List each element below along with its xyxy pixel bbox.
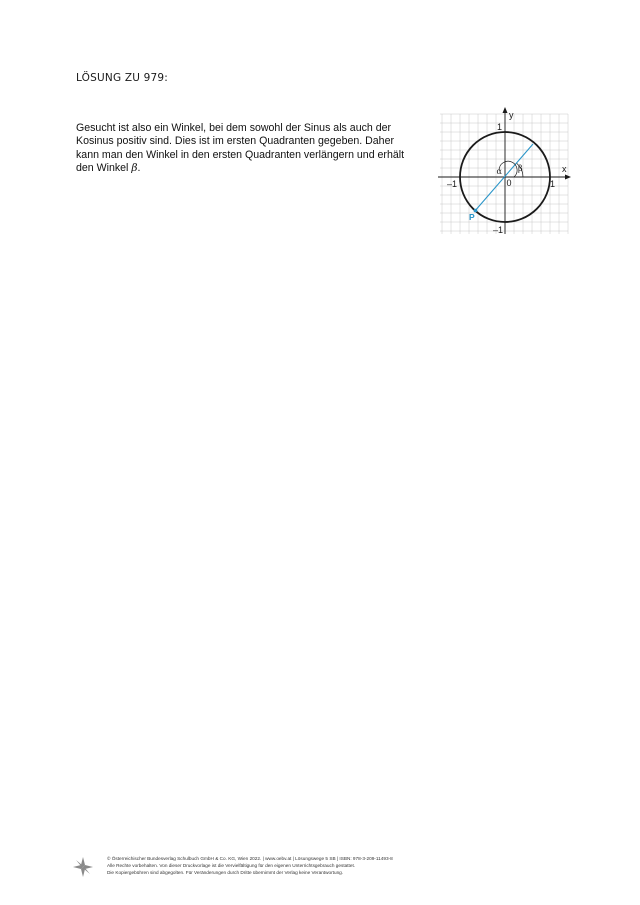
text-line-last [76, 162, 416, 175]
label-beta: β [518, 164, 523, 173]
y-axis-arrow [503, 107, 508, 113]
footer-copyright: © Österreichischer Bundesverlag Schulbuch GmbH & Co. KG, Wien 2022. | www.oebv.at | Lösungswege 5 SB | ISBN: 978-3-209-11493-8 [107, 856, 393, 861]
text-line: Kosinus positiv sind. Dies ist im ersten Quadranten gegeben. Daher [76, 135, 394, 148]
unit-circle-figure [438, 106, 572, 236]
text-line: kann man den Winkel in den ersten Quadranten verlängern und erhält [76, 148, 405, 161]
solution-heading: LÖSUNG ZU 979: [76, 72, 169, 84]
text-line-prefix: den Winkel [76, 162, 132, 175]
footer-disclaimer: Die Kopiergebühren sind abgegolten. Für Veränderungen durch Dritte übernimmt der Verlag keine Verantwortung. [107, 870, 344, 876]
text-line: Gesucht ist also ein Winkel, bei dem sowohl der Sinus als auch der [76, 122, 392, 134]
beta-symbol: β [131, 162, 138, 175]
label-one-right: 1 [550, 179, 556, 189]
label-x: x [562, 164, 567, 174]
publisher-logo [72, 856, 94, 878]
label-zero: 0 [506, 178, 512, 188]
label-alpha: α [496, 167, 502, 176]
angle-line [474, 144, 533, 212]
label-minus-one-bottom: –1 [493, 225, 504, 235]
solution-text [76, 122, 416, 176]
footer-rights: Alle Rechte vorbehalten. Von dieser Druckvorlage ist die Vervielfältigung für den eigenen Unterrichtsgebrauch gestattet. [107, 863, 356, 869]
text-line-suffix: . [137, 162, 141, 175]
footer [107, 855, 587, 877]
label-p: P [469, 212, 475, 222]
label-one-top: 1 [497, 122, 503, 132]
label-minus-one-left: –1 [447, 179, 458, 189]
label-y: y [509, 110, 514, 120]
